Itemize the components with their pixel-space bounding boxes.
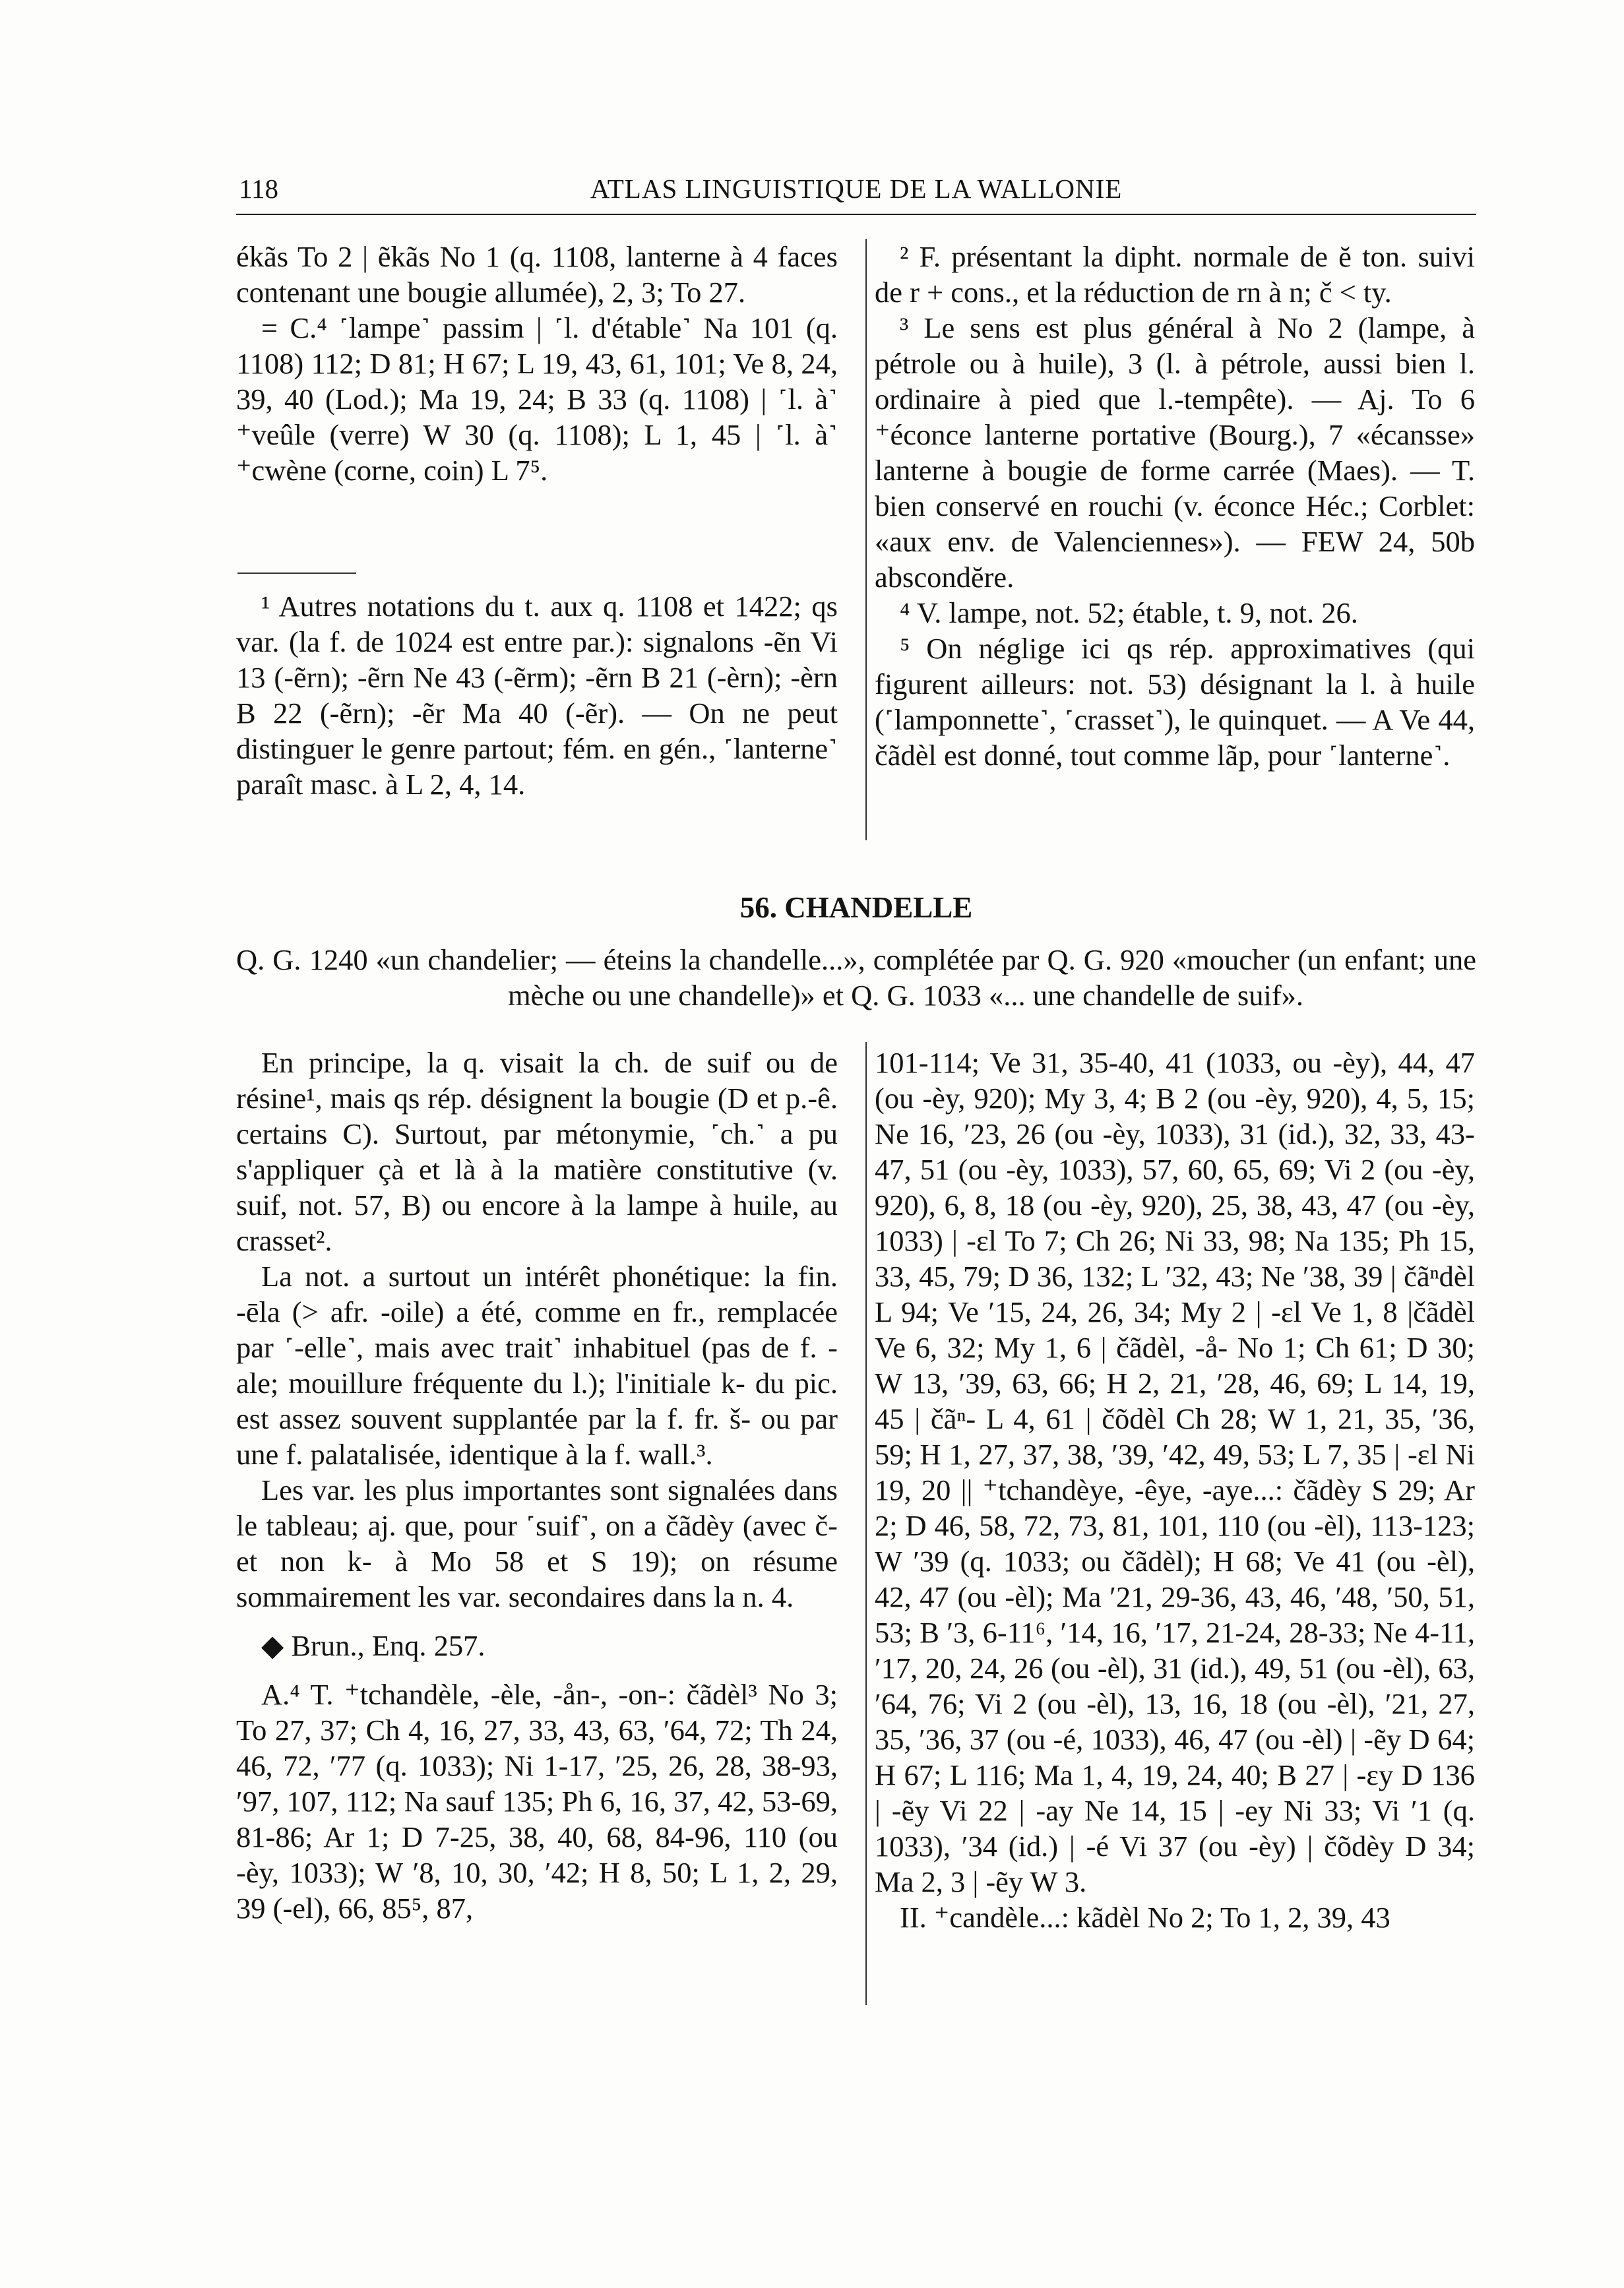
question-text: Q. G. 1240 «un chandelier; — éteins la chandelle...», complétée par Q. G. 920 «moucher (un enfant; une mèche ou une chandelle)» et Q. G. 1033 «... une chandelle de suif». <box>236 943 1476 1012</box>
footnote-divider <box>237 572 356 574</box>
column-divider-top <box>865 239 867 840</box>
footnote-text: ¹ Autres notations du t. aux q. 1108 et 1422; qs var. (la f. de 1024 est entre par.): signalons -ẽn Vi 13 (-ẽrn); -ẽrn Ne 43 (-ẽrm); -ẽrn B 21 (-èrn); -èrn B 22 (-ẽrn); -ẽr Ma 40 (-ẽr). — On ne peut distinguer le genre partout; fém. en gén., ˹lanterne˺ paraît masc. à L 2, 4, 14. <box>236 590 838 801</box>
bottom-right-column <box>875 1045 1475 1935</box>
note: ⁴ V. lampe, not. 52; étable, t. 9, not. 26. <box>900 596 1358 629</box>
question-reference <box>236 942 1476 1013</box>
note: ² F. présentant la dipht. normale de ĕ ton. suivi de r + cons., et la réduction de rn à n; č < ty. <box>875 240 1475 309</box>
paragraph: La not. a surtout un intérêt phonétique: la fin. -ēla (> afr. -oile) a été, comme en fr., remplacée par ˹-elle˺, mais avec trait˺ inhabituel (pas de f. -ale; mouillure fréquente du l.); l'initiale k- du pic. est assez souvent supplantée par la f. fr. š- ou par une f. palatalisée, identique à la f. wall.³. <box>236 1260 838 1471</box>
bottom-left-column <box>236 1045 838 1926</box>
note: ³ Le sens est plus général à No 2 (lampe, à pétrole ou à huile), 3 (l. à pétrole, aussi bien l. ordinaire à pied que l.-tempête). — Aj. To 6 ⁺éconce lanterne portative (Bourg.), 7 «écansse» lanterne à bougie de forme carrée (Maes). — T. bien conservé en rouchi (v. éconce Héc.; Corblet: «aux env. de Valenciennes»). — FEW 24, 50b abscondĕre. <box>875 311 1475 594</box>
paragraph: Les var. les plus importantes sont signalées dans le tableau; aj. que, pour ˹suif˺, on a čãdèy (avec č- et non k- à Mo 58 et S 19); on résume sommairement les var. secondaires dans la n. 4. <box>236 1473 838 1613</box>
bibliography-line: ◆ Brun., Enq. 257. <box>261 1629 485 1662</box>
paragraph: II. ⁺candèle...: kãdèl No 2; To 1, 2, 39, 43 <box>900 1901 1390 1934</box>
top-right-column <box>875 239 1475 773</box>
section-title: 56. CHANDELLE <box>739 891 973 924</box>
page-header <box>236 173 1476 215</box>
paragraph: 101-114; Ve 31, 35-40, 41 (1033, ou -èy), 44, 47 (ou -èy, 920); My 3, 4; B 2 (ou -èy, 920), 4, 5, 15; Ne 16, ′23, 26 (ou -èy, 1033), 31 (id.), 32, 33, 43-47, 51 (ou -èy, 1033), 57, 60, 65, 69; Vi 2 (ou -èy, 920), 6, 8, 18 (ou -èy, 920), 25, 38, 43, 47 (ou -èy, 1033) | -εl To 7; Ch 26; Ni 33, 98; Na 135; Ph 15, 33, 45, 79; D 36, 132; L ′32, 43; Ne ′38, 39 | čãⁿdèl L 94; Ve ′15, 24, 26, 34; My 2 | -εl Ve 1, 8 |čãdèl Ve 6, 32; My 1, 6 | čãdèl, -å- No 1; Ch 61; D 30; W 13, ′39, 63, 66; H 2, 21, ′28, 46, 69; L 14, 19, 45 | čãⁿ- L 4, 61 | čõdèl Ch 28; W 1, 21, 35, ′36, 59; H 1, 27, 37, 38, ′39, ′42, 49, 53; L 7, 35 | -εl Ni 19, 20 || ⁺tchandèye, -êye, -aye...: čãdèy S 29; Ar 2; D 46, 58, 72, 73, 81, 101, 110 (ou -èl), 113-123; W ′39 (q. 1033; ou čãdèl); H 68; Ve 41 (ou -èl), 42, 47 (ou -èl); Ma ′21, 29-36, 43, 46, ′48, ′50, 51, 53; B ′3, 6-11⁶, ′14, 16, ′17, 21-24, 28-33; Ne 4-11, ′17, 20, 24, 26 (ou -èl), 31 (id.), 49, 51 (ou -èl), 63, ′64, 76; Vi 2 (ou -èl), 13, 16, 18 (ou -èl), ′21, 27, 35, ′36, 37 (ou -é, 1033), 46, 47 (ou -èl) | -ẽy D 64; H 67; L 116; Ma 1, 4, 19, 24, 40; B 27 | -εy D 136 | -ẽy Vi 22 | -ay Ne 14, 15 | -ey Ni 33; Vi ′1 (q. 1033), ′34 (id.) | -é Vi 37 (ou -èy) | čõdèy D 34; Ma 2, 3 | -ẽy W 3. <box>875 1046 1475 1898</box>
footnote-1 <box>236 588 838 802</box>
paragraph: En principe, la q. visait la ch. de suif ou de résine¹, mais qs rép. désignent la bougie (D et p.-ê. certains C). Surtout, par métonymie, ˹ch.˺ a pu s'appliquer çà et là à la matière constitutive (v. suif, not. 57, B) ou encore à la lampe à huile, au crasset². <box>236 1046 838 1257</box>
paragraph: = C.⁴ ˹lampe˺ passim | ˹l. d'étable˺ Na 101 (q. 1108) 112; D 81; H 67; L 19, 43, 61, 101; Ve 8, 24, 39, 40 (Lod.); Ma 19, 24; B 33 (q. 1108) | ˹l. à˺ ⁺veûle (verre) W 30 (q. 1108); L 1, 45 | ˹l. à˺ ⁺cwène (corne, coin) L 7⁵. <box>236 311 838 487</box>
page-number: 118 <box>239 173 278 204</box>
paragraph: A.⁴ T. ⁺tchandèle, -èle, -ån-, -on-: čãdèl³ No 3; To 27, 37; Ch 4, 16, 27, 33, 43, 63, ′64, 72; Th 24, 46, 72, ′77 (q. 1033); Ni 1-17, ′25, 26, 28, 38-93, ′97, 107, 112; Na sauf 135; Ph 6, 16, 37, 42, 53-69, 81-86; Ar 1; D 7-25, 38, 40, 68, 84-96, 110 (ou -èy, 1033); W ′8, 10, 30, ′42; H 8, 50; L 1, 2, 29, 39 (-el), 66, 85⁵, 87, <box>236 1678 838 1925</box>
paragraph: ékãs To 2 | ẽkãs No 1 (q. 1108, lanterne à 4 faces contenant une bougie allumée), 2, 3; To 27. <box>236 240 838 309</box>
running-title: ATLAS LINGUISTIQUE DE LA WALLONIE <box>590 173 1123 204</box>
top-left-column <box>236 239 838 488</box>
column-divider-bottom <box>865 1042 867 2005</box>
note: ⁵ On néglige ici qs rép. approximatives (qui figurent ailleurs: not. 53) désignant la l. à huile (˹lamponnette˺, ˹crasset˺), le quinquet. — A Ve 44, čãdèl est donné, tout comme lãp, pour ˹lanterne˺. <box>875 632 1475 772</box>
